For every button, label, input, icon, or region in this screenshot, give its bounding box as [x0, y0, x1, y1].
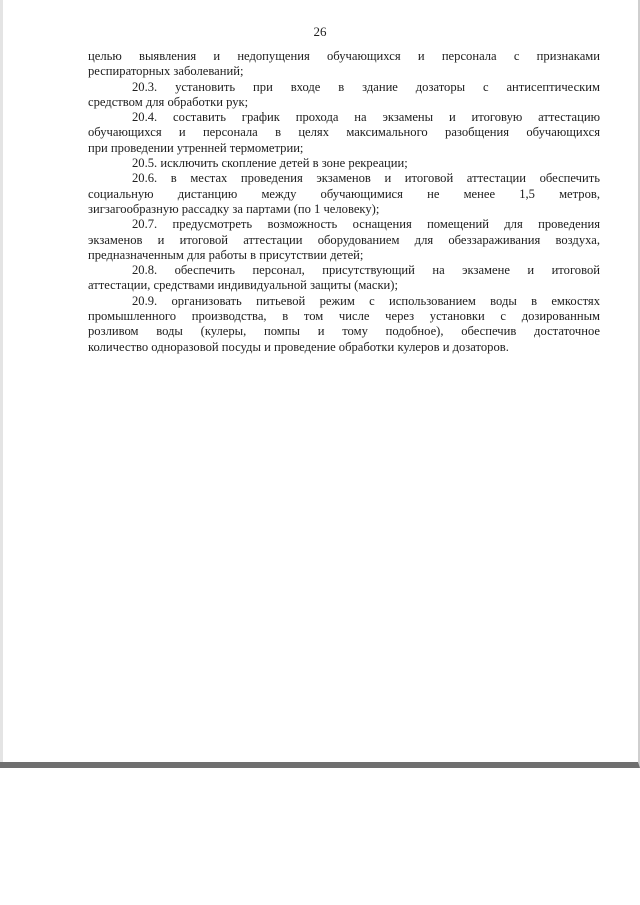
text-line: аттестации, средствами индивидуальной защиты (маски); [88, 278, 398, 293]
document-body [88, 49, 600, 355]
blank-margin [0, 768, 640, 905]
paragraph-20-8-line: 20.8. обеспечить персонал, присутствующий на экзамене и итоговой [132, 263, 600, 278]
paragraph-20-9-line: 20.9. организовать питьевой режим с использованием воды в емкостях [132, 293, 600, 308]
page-number: 26 [313, 24, 327, 39]
text-line: обучающихся и персонала в целях максимального разобщения обучающихся [88, 125, 600, 140]
paragraph-20-7-line: 20.7. предусмотреть возможность оснащения помещений для проведения [132, 217, 600, 232]
text-line: средством для обработки рук; [88, 94, 249, 109]
paragraph-20-3-line: 20.3. установить при входе в здание дозаторы с антисептическим [132, 79, 600, 94]
text-line: зигзагообразную рассадку за партами (по 1 человеку); [88, 201, 380, 216]
text-line: предназначенным для работы в присутствии детей; [88, 247, 364, 262]
text-line: розливом воды (кулеры, помпы и тому подобное), обеспечив достаточное [88, 324, 600, 339]
paragraph-20-6-line: 20.6. в местах проведения экзаменов и итоговой аттестации обеспечить [132, 171, 600, 186]
text-line: экзаменов и итоговой аттестации оборудованием для обеззараживания воздуха, [88, 232, 600, 247]
text-line: промышленного производства, в том числе через установки с дозированным [88, 309, 600, 324]
scan-edge [0, 0, 3, 768]
text-line: социальную дистанцию между обучающимися не менее 1,5 метров, [88, 186, 600, 201]
paragraph-20-4-line: 20.4. составить график прохода на экзамены и итоговую аттестацию [132, 110, 600, 125]
paragraph-20-5-line: 20.5. исключить скопление детей в зоне рекреации; [132, 156, 408, 171]
text-line: респираторных заболеваний; [88, 64, 244, 79]
text-line: при проведении утренней термометрии; [88, 140, 304, 155]
text-line: целью выявления и недопущения обучающихся и персонала с признаками [88, 49, 600, 63]
text-line: количество одноразовой посуды и проведение обработки кулеров и дозаторов. [88, 339, 509, 354]
